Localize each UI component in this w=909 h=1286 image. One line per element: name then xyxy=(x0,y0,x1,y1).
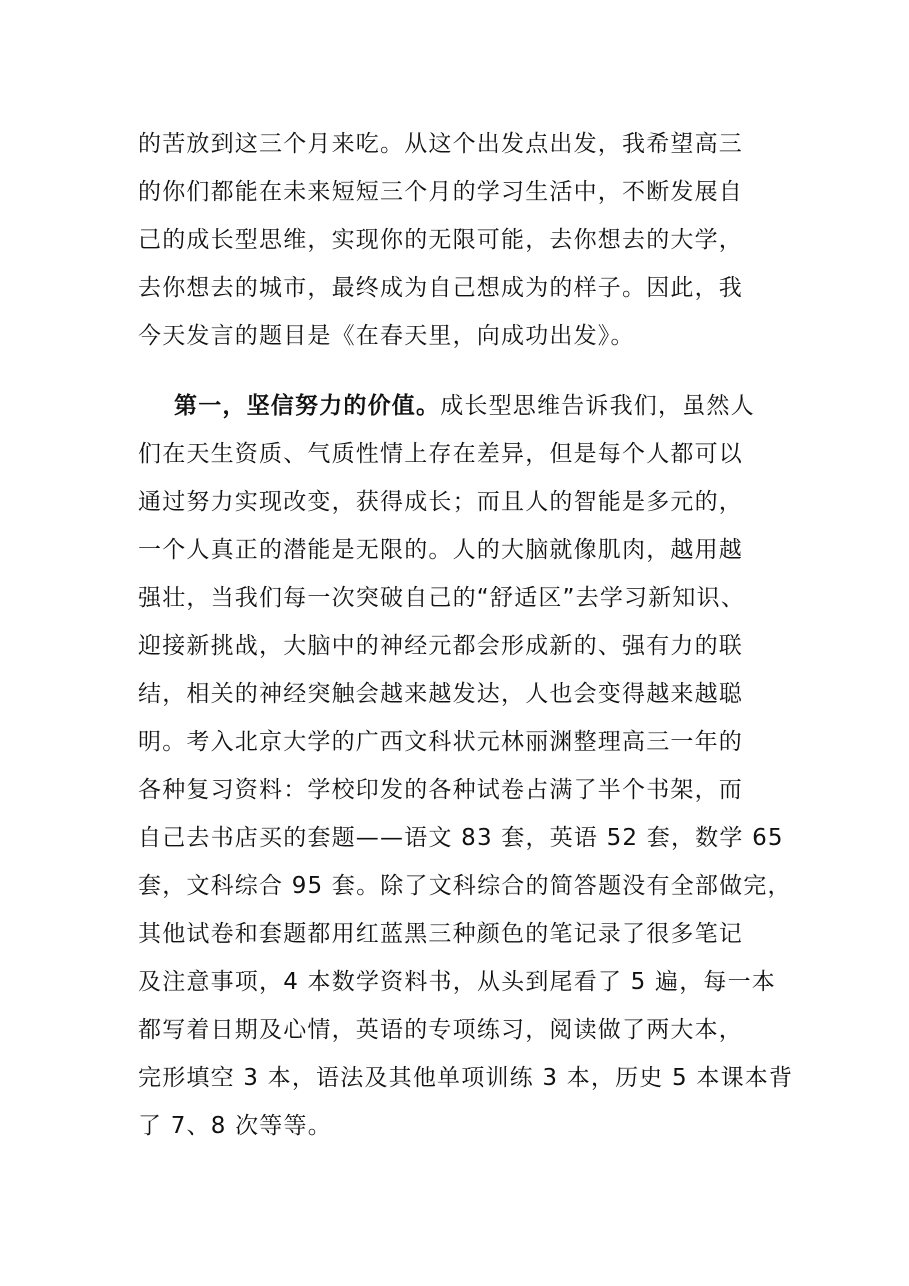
text-line: 其他试卷和套题都用红蓝黑三种颜色的笔记录了很多笔记 xyxy=(138,921,743,947)
text-line: 明。考入北京大学的广西文科状元林丽渊整理高三一年的 xyxy=(138,729,743,755)
text-line: 都写着日期及心情，英语的专项练习，阅读做了两大本， xyxy=(138,1017,743,1043)
text-line: 及注意事项，4 本数学资料书，从头到尾看了 5 遍，每一本 xyxy=(138,969,776,995)
point-heading: 第一，坚信努力的价值。 xyxy=(174,393,441,419)
text-line: 各种复习资料：学校印发的各种试卷占满了半个书架，而 xyxy=(138,777,743,803)
text-line: 的苦放到这三个月来吃。从这个出发点出发，我希望高三 xyxy=(138,131,743,157)
text-line: 自己去书店买的套题——语文 83 套，英语 52 套，数学 65 xyxy=(138,825,784,851)
text-line: 完形填空 3 本，语法及其他单项训练 3 本，历史 5 本课本背 xyxy=(138,1065,794,1091)
point-heading-rest: 成长型思维告诉我们，虽然人 xyxy=(440,393,755,419)
text-line: 通过努力实现改变，获得成长；而且人的智能是多元的， xyxy=(138,489,743,515)
text-line: 了 7、8 次等等。 xyxy=(138,1113,332,1139)
text-line: 套，文科综合 95 套。除了文科综合的简答题没有全部做完， xyxy=(138,873,792,899)
body-text xyxy=(138,120,798,1150)
text-line: 去你想去的城市，最终成为自己想成为的样子。因此，我 xyxy=(138,275,743,301)
paragraph-first-point xyxy=(138,382,798,1150)
paragraph-intro xyxy=(138,120,798,360)
text-line: 的你们都能在未来短短三个月的学习生活中，不断发展自 xyxy=(138,179,743,205)
text-line: 强壮，当我们每一次突破自己的“舒适区”去学习新知识、 xyxy=(138,585,746,611)
text-line: 己的成长型思维，实现你的无限可能，去你想去的大学， xyxy=(138,227,743,253)
text-line: 今天发言的题目是《在春天里，向成功出发》。 xyxy=(138,323,635,349)
text-line: 一个人真正的潜能是无限的。人的大脑就像肌肉，越用越 xyxy=(138,537,743,563)
text-line: 迎接新挑战，大脑中的神经元都会形成新的、强有力的联 xyxy=(138,633,743,659)
paragraph-spacer xyxy=(138,360,798,382)
text-line: 们在天生资质、气质性情上存在差异，但是每个人都可以 xyxy=(138,441,743,467)
text-line-first xyxy=(138,382,798,430)
text-line: 结，相关的神经突触会越来越发达，人也会变得越来越聪 xyxy=(138,681,743,707)
